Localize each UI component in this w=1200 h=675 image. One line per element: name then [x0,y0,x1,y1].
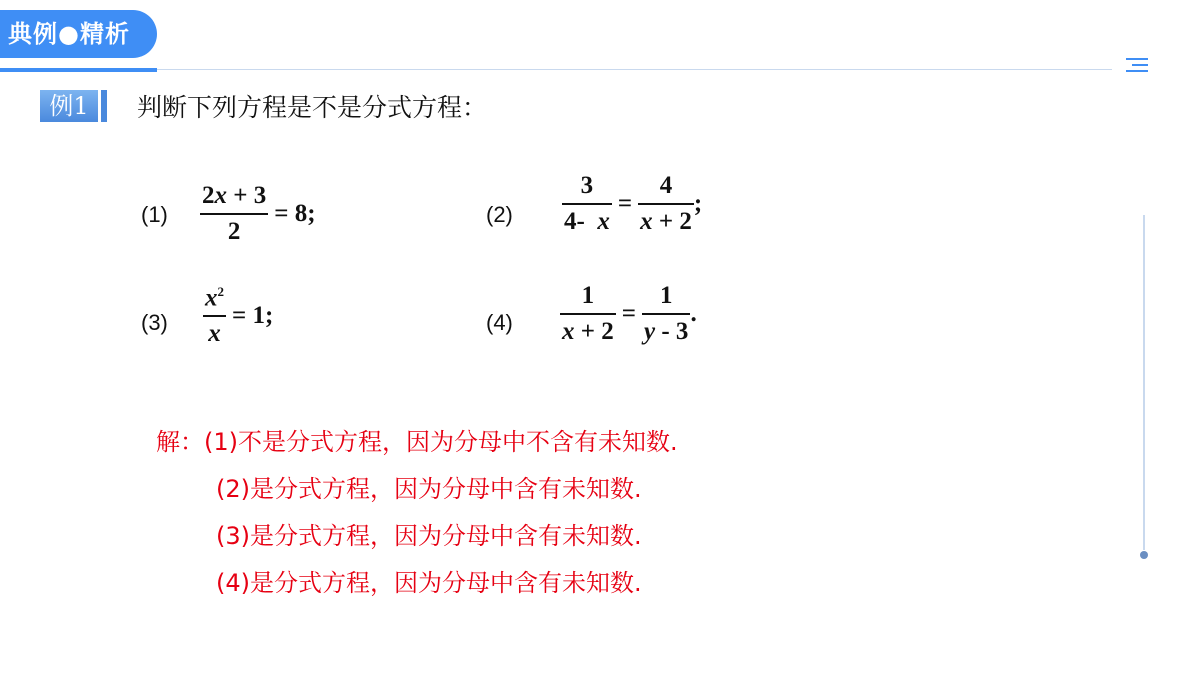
header-divider [157,69,1112,70]
equation-4-left-denominator-var: x [562,318,575,345]
equation-1-label: (1) [141,202,168,227]
equation-2-label: (2) [486,202,513,227]
equation-4-right-numerator: 1 [659,282,673,309]
equation-2-right-denominator-const: + 2 [658,208,692,235]
side-scroll-dot[interactable] [1140,551,1148,559]
example-badge-accent [101,90,107,122]
equation-2-right-numerator: 4 [659,172,673,199]
menu-icon[interactable] [1126,58,1148,74]
equation-3-denominator-var: x [208,320,221,348]
equation-3-rhs: = 1; [232,302,274,330]
equation-1-rhs: = 8; [274,200,316,227]
equation-4-right-denominator-const: - 3 [661,318,689,345]
answer-line-3: (3)是分式方程，因为分母中含有未知数. [216,522,642,550]
equation-2-left-numerator: 3 [580,172,594,199]
example-badge: 例1 [40,90,98,122]
side-scroll-track [1143,215,1145,550]
equation-1 [200,182,322,246]
answer-line-1: 解：(1)不是分式方程，因为分母中不含有未知数. [156,428,678,456]
answer-block [156,421,678,609]
equation-4-label: (4) [486,310,513,335]
equation-3-label: (3) [141,310,168,335]
answer-line-4: (4)是分式方程，因为分母中含有未知数. [216,569,642,597]
equation-2-left-denominator-var: x [597,208,610,235]
equation-4-left-denominator-const: + 2 [580,318,614,345]
equation-4-right-denominator-var: y [644,318,656,345]
equation-3 [203,284,279,348]
equation-2-left-denominator-const: 4- [564,208,592,235]
equation-1-denominator: 2 [227,218,241,245]
equation-2-tail: ; [693,190,703,217]
equation-1-numerator: 2x + 3 [202,182,267,209]
equation-3-numerator-exponent: 2 [217,284,224,299]
question-text: 判断下列方程是不是分式方程： [137,93,488,122]
answer-line-2: (2)是分式方程，因为分母中含有未知数. [216,475,642,503]
equation-4-tail: . [690,300,697,327]
section-title: 典例●精析 [0,10,157,58]
equation-3-numerator-var: x [205,284,218,312]
header-underline [0,68,157,72]
equation-2: $\frac{3}{4- x}$ = $\frac{4}{x + 2}$ ; [564,172,703,235]
equation-4-left-numerator: 1 [581,282,595,309]
equation-2-right-denominator-var: x [640,208,653,235]
equation-4: $\frac{1}{x + 2}$ = $\frac{1}{y - 3}$ . [562,282,697,345]
